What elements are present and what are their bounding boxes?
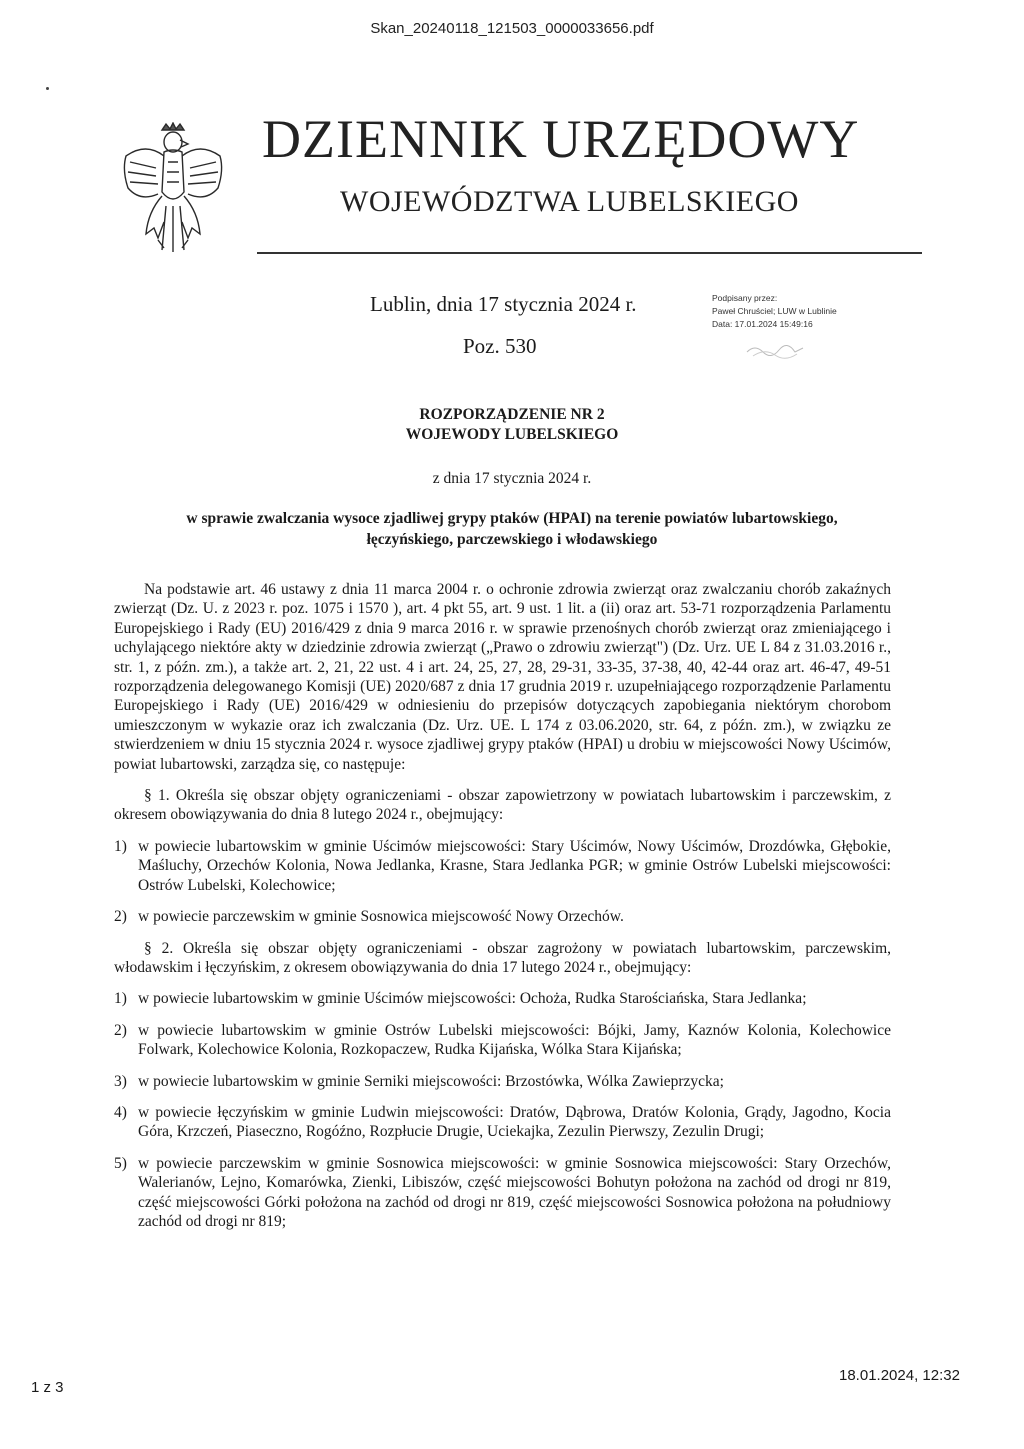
list-item-text: w powiecie parczewskim w gminie Sosnowica miejscowość Nowy Orzechów. (138, 908, 624, 926)
list-item-number: 2) (114, 908, 127, 926)
signature-signer: Paweł Chruściel; LUW w Lublinie (712, 306, 837, 316)
print-timestamp: 18.01.2024, 12:32 (839, 1367, 960, 1384)
list-item-text: w powiecie parczewskim w gminie Sosnowica miejscowości: w gminie Sosnowica miejscowości: Stary Orzechów, Walerianów, Lejno, Komarówka, Zienki, Libiszów, część miejscowości Bohutyn położona na zachód od drogi nr 819, część miejscowości Górki położona na zachód od drogi nr 819, część miejscowości Sosnowica położona na południowy zachód od drogi nr 819; (138, 1154, 891, 1230)
masthead-divider (257, 252, 922, 254)
list-item-text: w powiecie łęczyńskim w gminie Ludwin miejscowości: Dratów, Dąbrowa, Dratów Kolonia, Grądy, Jagodno, Kocia Góra, Krzczeń, Piaseczno, Rogóźno, Rozpłucie Drugie, Uciekajka, Zezulin Pierwszy, Zezulin Drugi; (138, 1103, 891, 1141)
place-date: Lublin, dnia 17 stycznia 2024 r. (370, 292, 637, 316)
page-number: 1 z 3 (31, 1379, 64, 1396)
list-item-text: w powiecie lubartowskim w gminie Uścimów miejscowości: Ochoża, Rudka Starościańska, Stara Jedlanka; (138, 990, 807, 1008)
list-item-number: 4) (114, 1103, 127, 1121)
signature-scribble-icon (745, 340, 805, 360)
regulation-title-line2: WOJEWODY LUBELSKIEGO (405, 426, 619, 443)
regulation-subject (0, 508, 1024, 550)
list-item-number: 1) (114, 837, 127, 855)
list-item (114, 907, 891, 926)
masthead-subtitle: WOJEWÓDZTWA LUBELSKIEGO (340, 185, 799, 218)
list-item (114, 837, 891, 895)
signature-date: Data: 17.01.2024 15:49:16 (712, 319, 813, 329)
list-item (114, 1021, 891, 1060)
section-1-mark: § 1. (144, 787, 170, 805)
list-item (114, 989, 891, 1008)
regulation-title-line1: ROZPORZĄDZENIE NR 2 (419, 406, 605, 423)
regulation-subject-line1: w sprawie zwalczania wysoce zjadliwej grypy ptaków (HPAI) na terenie powiatów lubartowskiego, (186, 510, 838, 527)
list-item-number: 1) (114, 990, 127, 1008)
section-1-text: Określa się obszar objęty ograniczeniami - obszar zapowietrzony w powiatach lubartowskim i parczewskim, z okresem obowiązywania do dnia 8 lutego 2024 r., obejmujący: (114, 787, 892, 824)
list-item-number: 3) (114, 1072, 127, 1090)
regulation-subject-line2: łęczyńskiego, parczewskiego i włodawskiego (366, 531, 658, 548)
electronic-signature (712, 292, 837, 331)
list-item-number: 5) (114, 1154, 127, 1172)
list-item-number: 2) (114, 1021, 127, 1039)
file-title: Skan_20240118_121503_0000033656.pdf (370, 20, 654, 37)
list-item-text: w powiecie lubartowskim w gminie Serniki miejscowości: Brzostówka, Wólka Zawieprzycka; (138, 1072, 724, 1090)
section-2-text: Określa się obszar objęty ograniczeniami - obszar zagrożony w powiatach lubartowskim, parczewskim, włodawskim i łęczyńskim, z okresem obowiązywania do dnia 17 lutego 2024 r., obejmujący: (114, 939, 892, 976)
regulation-date: z dnia 17 stycznia 2024 r. (432, 470, 592, 487)
section-2-mark: § 2. (144, 939, 174, 957)
list-item-text: w powiecie lubartowskim w gminie Uścimów miejscowości: Stary Uścimów, Nowy Uścimów, Drozdówka, Głębokie, Maśluchy, Orzechów Kolonia, Nowa Jedlanka, Krasne, Stara Jedlanka PGR; w gminie Ostrów Lubelski miejscowości: Ostrów Lubelski, Kolechowice; (138, 837, 891, 894)
list-item (114, 1072, 891, 1091)
regulation-title (0, 405, 1024, 445)
list-item-text: w powiecie lubartowskim w gminie Ostrów Lubelski miejscowości: Bójki, Jamy, Kaznów Kolonia, Kolechowice Folwark, Kolechowice Kolonia, Rozkopaczew, Rudka Kijańska, Wólka Stara Kijańska; (138, 1021, 891, 1059)
preamble: Na podstawie art. 46 ustawy z dnia 11 marca 2004 r. o ochronie zdrowia zwierząt oraz zwalczaniu chorób zakaźnych zwierząt (Dz. U. z 2023 r. poz. 1075 i 1570 ), art. 4 pkt 55, art. 9 ust. 1 lit. a (ii) oraz art. 53-71 rozporządzenia Parlamentu Europejskiego i Rady (EU) 2016/429 z dnia 9 marca 2016 r. w sprawie przenośnych chorób zwierząt oraz zmieniającego i uchylającego niektóre akty w dziedzinie zdrowia zwierząt („Prawo o zdrowiu zwierząt") (Dz. Urz. UE L 84 z 31.03.2016 r., str. 1, z późn. zm.), a także art. 2, 21, 22 ust. 4 i art. 24, 25, 27, 28, 29-31, 33-35, 37-38, 40, 42-44 oraz art. 46-47, 49-51 rozporządzenia delegowanego Komisji (UE) 2020/687 z dnia 17 grudnia 2019 r. uzupełniającego rozporządzenie Parlamentu Europejskiego i Rady (UE) 2016/429 w odniesieniu do przepisów dotyczących zapobiegania niektórym chorobom umieszczonym w wykazie oraz ich zwalczania (Dz. Urz. UE. L 174 z 03.06.2020, str. 64, z późn. zm.), w związku ze stwierdzeniem w dniu 15 stycznia 2024 r. wysoce zjadliwej grypy ptaków (HPAI) u drobiu w miejscowości Nowy Uścimów, powiat lubartowski, zarządza się, co następuje: (114, 581, 891, 773)
list-item (114, 1103, 891, 1142)
position-number: Poz. 530 (463, 334, 537, 358)
masthead-title: DZIENNIK URZĘDOWY (262, 109, 860, 169)
document-body (114, 580, 891, 1231)
scan-speck (46, 87, 49, 90)
list-item (114, 1154, 891, 1232)
section-2-intro (114, 939, 891, 978)
section-1-intro (114, 786, 891, 825)
signature-label: Podpisany przez: (712, 293, 778, 303)
eagle-emblem-icon (118, 122, 228, 254)
